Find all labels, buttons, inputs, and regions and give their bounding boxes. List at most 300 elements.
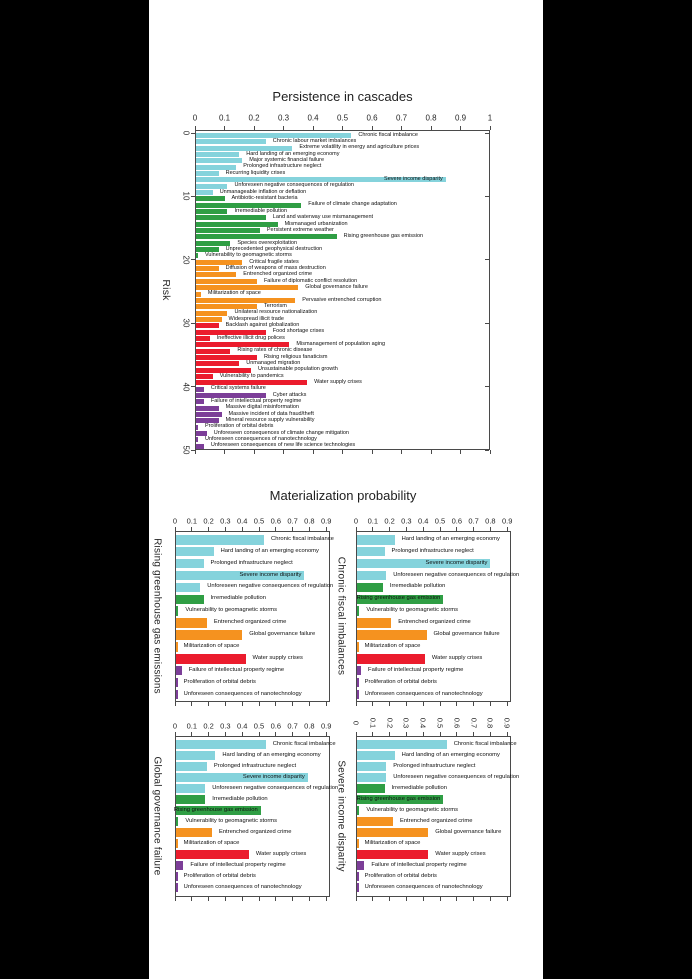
- x-tick-mark: [292, 527, 293, 531]
- x-tick-mark: [225, 897, 226, 901]
- x-tick-mark: [175, 527, 176, 531]
- bar-recurring-liquidity-crises: [196, 171, 219, 176]
- x-tick-mark: [356, 732, 357, 736]
- bar-label-vulnerability-to-geomagnetic-storms: Vulnerability to geomagnetic storms: [204, 252, 292, 259]
- bar-label-proliferation-of-orbital-debris: Proliferation of orbital debris: [204, 423, 274, 430]
- x-tick-mark: [406, 732, 407, 736]
- bar-label-unmanageable-inflation-or-deflation: Unmanageable inflation or deflation: [219, 188, 307, 195]
- bar-label-unprecedented-geophysical-destruction: Unprecedented geophysical destruction: [225, 245, 323, 252]
- bar-label-unmanaged-migration: Unmanaged migration: [246, 359, 301, 366]
- bar-militarization-of-space: [176, 839, 178, 848]
- y-tick-label: 10: [181, 191, 191, 201]
- x-tick-mark: [389, 527, 390, 531]
- panel-ylabel-global-governance-failure: Global governance failure: [151, 756, 163, 876]
- bar-vulnerability-to-geomagnetic-storms: [357, 606, 359, 616]
- x-tick-mark: [473, 527, 474, 531]
- x-tick-mark: [326, 732, 327, 736]
- bar-irremediable-pollution: [357, 784, 385, 793]
- x-tick-label: 0.5: [253, 721, 265, 731]
- x-tick-mark: [423, 732, 424, 736]
- y-tick-mark: [485, 386, 489, 387]
- bar-label-unforeseen-negative-consequences-of-regulation: Unforeseen negative consequences of regulation: [212, 784, 339, 791]
- bar-ineffective-illicit-drug-polices: [196, 336, 210, 341]
- x-tick-label: 0.7: [468, 516, 479, 526]
- bar-label-irremediable-pollution: Irremediable pollution: [212, 795, 268, 802]
- bar-label-chronic-fiscal-imbalance: Chronic fiscal imbalance: [358, 131, 418, 138]
- bar-prolonged-infrastructure-neglect: [357, 762, 386, 771]
- bar-label-militarization-of-space: Militarization of space: [183, 839, 240, 846]
- x-tick-mark: [208, 702, 209, 706]
- x-tick-mark: [372, 527, 373, 531]
- bar-chronic-labour-market-imbalances: [196, 139, 266, 144]
- bar-label-unforeseen-negative-consequences-of-regulation: Unforeseen negative consequences of regulation: [234, 182, 354, 189]
- x-tick-mark: [490, 450, 491, 454]
- x-tick-mark: [406, 702, 407, 706]
- bar-vulnerability-to-geomagnetic-storms: [176, 606, 178, 616]
- bar-label-major-systemic-financial-failure: Major systemic financial failure: [249, 157, 325, 164]
- bar-prolonged-infrastructure-neglect: [357, 547, 385, 557]
- bar-label-irremediable-pollution: Irremediable pollution: [389, 583, 446, 590]
- bar-label-unsustainable-population-growth: Unsustainable population growth: [258, 366, 338, 373]
- x-tick-mark: [440, 897, 441, 901]
- bar-entrenched-organized-crime: [357, 817, 393, 826]
- bar-failure-of-intellectual-property-regime: [196, 399, 204, 404]
- bar-label-recurring-liquidity-crises: Recurring liquidity crises: [225, 169, 286, 176]
- bar-vulnerability-to-pandemics: [196, 374, 213, 379]
- x-tick-mark: [225, 527, 226, 531]
- x-tick-mark: [372, 702, 373, 706]
- x-tick-mark: [460, 450, 461, 454]
- x-tick-mark: [313, 126, 314, 130]
- x-tick-mark: [401, 126, 402, 130]
- bar-irremediable-pollution: [176, 595, 204, 605]
- x-tick-mark: [208, 527, 209, 531]
- x-tick-label: 0.5: [253, 516, 265, 526]
- bar-label-militarization-of-space: Militarization of space: [183, 642, 240, 649]
- bar-label-water-supply-crises: Water supply crises: [314, 379, 362, 385]
- bar-label-chronic-labour-market-imbalances: Chronic labour market imbalances: [272, 138, 357, 145]
- y-tick-mark: [191, 450, 195, 451]
- bar-label-unforeseen-consequences-of-nanotechnology: Unforeseen consequences of nanotechnology: [183, 690, 302, 697]
- x-tick-mark: [283, 126, 284, 130]
- bar-major-systemic-financial-failure: [196, 158, 242, 163]
- x-tick-mark: [254, 450, 255, 454]
- bar-unforeseen-consequences-of-nanotechnology: [176, 883, 178, 892]
- bar-chronic-fiscal-imbalance: [176, 740, 266, 749]
- bar-chronic-fiscal-imbalance: [176, 535, 264, 545]
- x-tick-label: 0.3: [220, 516, 231, 526]
- y-tick-mark: [485, 450, 489, 451]
- top-chart-title: Persistence in cascades: [272, 89, 413, 104]
- bar-label-failure-of-climate-change-adaptation: Failure of climate change adaptation: [308, 201, 397, 208]
- bar-label-vulnerability-to-geomagnetic-storms: Vulnerability to geomagnetic storms: [185, 607, 277, 614]
- bar-label-entrenched-organized-crime: Entrenched organized crime: [218, 828, 292, 835]
- bar-extreme-volatility-in-energy-and-agriculture-prices: [196, 146, 292, 151]
- x-tick-mark: [191, 732, 192, 736]
- bar-label-extreme-volatility-in-energy-and-agriculture-prices: Extreme volatility in energy and agriculture prices: [299, 144, 420, 151]
- bar-label-unforeseen-consequences-of-nanotechnology: Unforeseen consequences of nanotechnology: [364, 690, 483, 697]
- x-tick-mark: [423, 702, 424, 706]
- bar-label-failure-of-intellectual-property-regime: Failure of intellectual property regime: [188, 666, 285, 673]
- x-tick-mark: [431, 126, 432, 130]
- bar-unforeseen-negative-consequences-of-regulation: [357, 773, 386, 782]
- bottom-section-title: Materialization probability: [269, 488, 417, 503]
- bar-food-shortage-crises: [196, 330, 266, 335]
- x-tick-mark: [191, 702, 192, 706]
- x-tick-label: 0.8: [304, 516, 315, 526]
- bar-unforeseen-consequences-of-nanotechnology: [357, 690, 359, 700]
- bar-prolonged-infrastructure-neglect: [196, 165, 236, 170]
- bar-unforeseen-negative-consequences-of-regulation: [176, 784, 205, 793]
- bar-label-mineral-resource-supply-vulnerability: Mineral resource supply vulnerability: [225, 417, 315, 424]
- bar-label-chronic-fiscal-imbalance: Chronic fiscal imbalance: [453, 740, 517, 747]
- bar-unforeseen-consequences-of-nanotechnology: [196, 437, 198, 442]
- x-tick-mark: [473, 897, 474, 901]
- x-tick-mark: [490, 527, 491, 531]
- x-tick-mark: [440, 527, 441, 531]
- x-tick-label: 0.5: [336, 113, 349, 123]
- bar-label-entrenched-organized-crime: Entrenched organized crime: [243, 271, 313, 278]
- x-tick-label: 0.2: [385, 717, 395, 729]
- bar-label-mismanagement-of-population-aging: Mismanagement of population aging: [296, 340, 386, 347]
- bar-label-hard-landing-of-an-emerging-economy: Hard landing of an emerging economy: [246, 150, 340, 157]
- x-tick-mark: [507, 702, 508, 706]
- x-tick-mark: [490, 702, 491, 706]
- bar-water-supply-crises: [357, 850, 428, 859]
- x-tick-label: 0.1: [218, 113, 231, 123]
- x-tick-mark: [490, 732, 491, 736]
- bar-entrenched-organized-crime: [176, 828, 212, 837]
- bar-label-water-supply-crises: Water supply crises: [255, 850, 307, 857]
- x-tick-label: 1: [487, 113, 493, 123]
- bar-entrenched-organized-crime: [196, 272, 236, 277]
- x-tick-mark: [259, 527, 260, 531]
- bar-militarization-of-space: [357, 642, 359, 652]
- y-tick-label: 0: [181, 130, 191, 136]
- bar-label-entrenched-organized-crime: Entrenched organized crime: [213, 619, 287, 626]
- x-tick-mark: [225, 732, 226, 736]
- x-tick-mark: [242, 702, 243, 706]
- bar-proliferation-of-orbital-debris: [196, 425, 198, 430]
- x-tick-label: 0.2: [203, 721, 214, 731]
- bar-label-hard-landing-of-an-emerging-economy: Hard landing of an emerging economy: [220, 547, 319, 554]
- bar-label-unforeseen-consequences-of-nanotechnology: Unforeseen consequences of nanotechnology: [364, 883, 483, 890]
- x-tick-mark: [456, 702, 457, 706]
- x-tick-label: 0.2: [248, 113, 260, 123]
- bar-vulnerability-to-geomagnetic-storms: [196, 253, 198, 258]
- bar-entrenched-organized-crime: [357, 618, 391, 628]
- bar-militarization-of-space: [176, 642, 178, 652]
- bar-label-severe-income-disparity: Severe income disparity: [239, 571, 302, 578]
- y-tick-mark: [485, 133, 489, 134]
- x-tick-label: 0.2: [384, 516, 395, 526]
- bar-proliferation-of-orbital-debris: [176, 678, 178, 688]
- x-tick-mark: [507, 527, 508, 531]
- bar-label-mismanaged-urbanization: Mismanaged urbanization: [284, 220, 348, 227]
- x-tick-mark: [208, 897, 209, 901]
- bar-label-vulnerability-to-geomagnetic-storms: Vulnerability to geomagnetic storms: [366, 806, 458, 813]
- bar-label-rising-greenhouse-gas-emission: Rising greenhouse gas emission: [356, 595, 441, 602]
- bar-rising-greenhouse-gas-emission: [196, 234, 337, 239]
- bar-label-pervasive-entrenched-corruption: Pervasive entrenched corruption: [302, 296, 382, 303]
- bar-label-prolonged-infrastructure-neglect: Prolonged infrastructure neglect: [393, 762, 476, 769]
- bar-label-unilateral-resource-nationalization: Unilateral resource nationalization: [234, 309, 318, 316]
- bar-proliferation-of-orbital-debris: [357, 872, 359, 881]
- bar-militarization-of-space: [196, 292, 201, 297]
- x-tick-mark: [356, 527, 357, 531]
- bar-diffusion-of-weapons-of-mass-destruction: [196, 266, 219, 271]
- x-tick-label: 0.6: [270, 721, 282, 731]
- bar-label-chronic-fiscal-imbalance: Chronic fiscal imbalance: [272, 740, 336, 747]
- bar-label-militarization-of-space: Militarization of space: [364, 839, 421, 846]
- bar-label-militarization-of-space: Militarization of space: [364, 642, 421, 649]
- x-tick-mark: [208, 732, 209, 736]
- x-tick-label: 0.8: [485, 516, 496, 526]
- y-tick-label: 30: [181, 318, 191, 328]
- x-tick-mark: [292, 732, 293, 736]
- bar-water-supply-crises: [176, 850, 249, 859]
- x-tick-mark: [423, 897, 424, 901]
- x-tick-mark: [224, 450, 225, 454]
- bar-land-and-waterway-use-mismanagement: [196, 215, 266, 220]
- x-tick-mark: [309, 527, 310, 531]
- x-tick-label: 0.7: [395, 113, 408, 123]
- bar-hard-landing-of-an-emerging-economy: [357, 751, 395, 760]
- bar-label-persistent-extreme-weather: Persistent extreme weather: [266, 226, 334, 233]
- x-tick-label: 0.9: [320, 721, 332, 731]
- bar-label-rising-greenhouse-gas-emission: Rising greenhouse gas emission: [173, 806, 258, 813]
- bar-label-global-governance-failure: Global governance failure: [435, 828, 502, 835]
- bar-label-unforeseen-negative-consequences-of-regulation: Unforeseen negative consequences of regulation: [393, 773, 520, 780]
- x-tick-label: 0: [192, 113, 198, 123]
- x-tick-label: 0.1: [367, 516, 379, 526]
- bar-label-food-shortage-crises: Food shortage crises: [272, 328, 325, 335]
- bar-label-entrenched-organized-crime: Entrenched organized crime: [398, 619, 471, 626]
- x-tick-mark: [389, 732, 390, 736]
- y-tick-mark: [191, 323, 195, 324]
- x-tick-mark: [456, 897, 457, 901]
- x-tick-label: 0.2: [203, 516, 214, 526]
- panel-ylabel-rising-greenhouse-gas-emissions: Rising greenhouse gas emissions: [151, 538, 163, 694]
- y-tick-mark: [485, 323, 489, 324]
- bar-label-massive-incident-of-data-fraud-theft: Massive incident of data fraud/theft: [228, 410, 314, 417]
- bar-entrenched-organized-crime: [176, 618, 207, 628]
- bar-unsustainable-population-growth: [196, 368, 251, 373]
- bar-label-proliferation-of-orbital-debris: Proliferation of orbital debris: [364, 678, 437, 685]
- bar-label-prolonged-infrastructure-neglect: Prolonged infrastructure neglect: [391, 547, 474, 554]
- x-tick-mark: [242, 897, 243, 901]
- bar-label-diffusion-of-weapons-of-mass-destruction: Diffusion of weapons of mass destruction: [225, 264, 326, 271]
- bar-label-unforeseen-consequences-of-new-life-science-technologies: Unforeseen consequences of new life science technologies: [210, 442, 356, 449]
- bar-label-failure-of-intellectual-property-regime: Failure of intellectual property regime: [210, 398, 302, 405]
- x-tick-label: 0: [172, 721, 178, 731]
- panel-ylabel-severe-income-disparity: Severe income disparity: [335, 760, 347, 872]
- x-tick-mark: [175, 732, 176, 736]
- bar-label-hard-landing-of-an-emerging-economy: Hard landing of an emerging economy: [401, 751, 500, 758]
- bar-failure-of-intellectual-property-regime: [357, 861, 364, 870]
- bar-label-hard-landing-of-an-emerging-economy: Hard landing of an emerging economy: [401, 535, 500, 542]
- bar-label-critical-systems-failure: Critical systems failure: [210, 385, 266, 392]
- figure-canvas: [149, 0, 543, 979]
- bar-label-failure-of-intellectual-property-regime: Failure of intellectual property regime: [190, 861, 286, 868]
- panel-ylabel-chronic-fiscal-imbalances: Chronic fiscal imbalances: [335, 556, 347, 676]
- bar-label-prolonged-infrastructure-neglect: Prolonged infrastructure neglect: [243, 163, 322, 170]
- bar-label-severe-income-disparity: Severe income disparity: [384, 176, 443, 183]
- bar-proliferation-of-orbital-debris: [176, 872, 178, 881]
- x-tick-label: 0: [172, 516, 178, 526]
- bar-label-rising-religious-fanaticism: Rising religious fanaticism: [263, 353, 328, 360]
- bar-unforeseen-consequences-of-new-life-science-technologies: [196, 444, 204, 449]
- x-tick-label: 0.7: [469, 717, 479, 729]
- x-tick-label: 0.5: [435, 717, 445, 729]
- bar-water-supply-crises: [176, 654, 246, 664]
- bar-label-prolonged-infrastructure-neglect: Prolonged infrastructure neglect: [210, 559, 293, 566]
- x-tick-mark: [473, 732, 474, 736]
- x-tick-mark: [372, 126, 373, 130]
- x-tick-mark: [389, 897, 390, 901]
- bar-label-land-and-waterway-use-mismanagement: Land and waterway use mismanagement: [272, 214, 374, 221]
- y-tick-mark: [485, 196, 489, 197]
- x-tick-mark: [275, 732, 276, 736]
- bar-label-failure-of-intellectual-property-regime: Failure of intellectual property regime: [368, 666, 464, 673]
- x-tick-mark: [342, 450, 343, 454]
- bar-label-ineffective-illicit-drug-polices: Ineffective illicit drug polices: [216, 334, 285, 341]
- x-tick-mark: [456, 527, 457, 531]
- x-tick-mark: [389, 702, 390, 706]
- bar-label-severe-income-disparity: Severe income disparity: [242, 773, 305, 780]
- x-tick-mark: [309, 702, 310, 706]
- bar-failure-of-diplomatic-conflict-resolution: [196, 279, 257, 284]
- bar-failure-of-intellectual-property-regime: [176, 861, 183, 870]
- bar-label-proliferation-of-orbital-debris: Proliferation of orbital debris: [183, 678, 256, 685]
- x-tick-mark: [490, 126, 491, 130]
- bar-label-water-supply-crises: Water supply crises: [431, 654, 483, 661]
- plot-frame-p_chronic: [356, 531, 511, 702]
- bar-widespread-illicit-trade: [196, 317, 222, 322]
- x-tick-label: 0.1: [186, 516, 198, 526]
- bar-label-terrorism: Terrorism: [263, 302, 287, 309]
- x-tick-mark: [356, 897, 357, 901]
- bar-label-failure-of-diplomatic-conflict-resolution: Failure of diplomatic conflict resolution: [263, 277, 358, 284]
- x-tick-mark: [242, 527, 243, 531]
- bar-antibiotic-resistant-bacteria: [196, 196, 225, 201]
- x-tick-label: 0.1: [368, 717, 378, 729]
- x-tick-mark: [313, 450, 314, 454]
- x-tick-label: 0.6: [452, 717, 462, 729]
- bar-label-cyber-attacks: Cyber attacks: [272, 391, 307, 398]
- bar-irremediable-pollution: [176, 795, 205, 804]
- x-tick-mark: [275, 897, 276, 901]
- bar-water-supply-crises: [357, 654, 425, 664]
- bar-failure-of-intellectual-property-regime: [357, 666, 361, 676]
- bar-label-rising-rates-of-chronic-disease: Rising rates of chronic disease: [237, 347, 313, 354]
- x-tick-mark: [259, 702, 260, 706]
- bar-unforeseen-negative-consequences-of-regulation: [357, 571, 386, 581]
- bar-hard-landing-of-an-emerging-economy: [357, 535, 395, 545]
- x-tick-mark: [191, 527, 192, 531]
- x-tick-mark: [326, 702, 327, 706]
- bar-label-massive-digital-misinformation: Massive digital misinformation: [225, 404, 299, 411]
- x-tick-mark: [275, 702, 276, 706]
- bar-label-unforeseen-consequences-of-climate-change-mitigation: Unforeseen consequences of climate change mitigation: [213, 429, 349, 436]
- x-tick-label: 0.4: [417, 516, 429, 526]
- bar-label-proliferation-of-orbital-debris: Proliferation of orbital debris: [183, 872, 256, 879]
- x-tick-mark: [372, 897, 373, 901]
- bar-label-backlash-against-globalization: Backlash against globalization: [225, 321, 300, 328]
- bar-militarization-of-space: [357, 839, 359, 848]
- y-tick-mark: [485, 259, 489, 260]
- bar-label-critical-fragile-states: Critical fragile states: [249, 258, 299, 265]
- x-tick-label: 0.3: [220, 721, 231, 731]
- bar-label-water-supply-crises: Water supply crises: [435, 850, 486, 857]
- bar-label-irremediable-pollution: Irremediable pollution: [391, 784, 447, 791]
- bar-label-global-governance-failure: Global governance failure: [305, 283, 368, 290]
- x-tick-label: 0.6: [366, 113, 378, 123]
- bar-unmanaged-migration: [196, 361, 239, 366]
- x-tick-mark: [195, 450, 196, 454]
- bar-label-unforeseen-negative-consequences-of-regulation: Unforeseen negative consequences of regulation: [393, 571, 520, 578]
- y-tick-mark: [191, 196, 195, 197]
- x-tick-mark: [224, 126, 225, 130]
- x-tick-mark: [406, 897, 407, 901]
- x-tick-label: 0.9: [501, 516, 513, 526]
- bar-unforeseen-negative-consequences-of-regulation: [196, 184, 227, 189]
- bar-label-unforeseen-consequences-of-nanotechnology: Unforeseen consequences of nanotechnology: [183, 883, 302, 890]
- x-tick-mark: [431, 450, 432, 454]
- bar-vulnerability-to-geomagnetic-storms: [357, 806, 359, 815]
- y-tick-label: 50: [181, 445, 191, 455]
- x-tick-mark: [175, 897, 176, 901]
- top-chart-ylabel: Risk: [160, 279, 172, 301]
- bar-label-entrenched-organized-crime: Entrenched organized crime: [399, 817, 473, 824]
- x-tick-label: 0.8: [304, 721, 315, 731]
- x-tick-label: 0: [351, 720, 361, 726]
- x-tick-label: 0.9: [502, 717, 512, 729]
- bar-unforeseen-consequences-of-nanotechnology: [176, 690, 178, 700]
- x-tick-mark: [440, 702, 441, 706]
- x-tick-mark: [254, 126, 255, 130]
- x-tick-mark: [309, 897, 310, 901]
- bar-unforeseen-negative-consequences-of-regulation: [176, 583, 200, 593]
- bar-massive-digital-misinformation: [196, 406, 219, 411]
- bar-label-antibiotic-resistant-bacteria: Antibiotic-resistant bacteria: [231, 195, 298, 202]
- bar-failure-of-intellectual-property-regime: [176, 666, 182, 676]
- bar-label-irremediable-pollution: Irremediable pollution: [234, 207, 288, 214]
- bar-rising-rates-of-chronic-disease: [196, 349, 230, 354]
- bar-label-vulnerability-to-pandemics: Vulnerability to pandemics: [219, 372, 284, 379]
- bar-massive-incident-of-data-fraud-theft: [196, 412, 222, 417]
- x-tick-mark: [275, 527, 276, 531]
- bar-critical-systems-failure: [196, 387, 204, 392]
- bar-hard-landing-of-an-emerging-economy: [176, 547, 214, 557]
- bar-hard-landing-of-an-emerging-economy: [176, 751, 215, 760]
- x-tick-mark: [175, 702, 176, 706]
- bar-unilateral-resource-nationalization: [196, 311, 227, 316]
- bar-label-unforeseen-consequences-of-nanotechnology: Unforeseen consequences of nanotechnology: [204, 436, 317, 443]
- bar-label-militarization-of-space: Militarization of space: [207, 290, 261, 297]
- bar-unmanageable-inflation-or-deflation: [196, 190, 213, 195]
- x-tick-mark: [326, 897, 327, 901]
- y-tick-mark: [191, 133, 195, 134]
- bar-prolonged-infrastructure-neglect: [176, 559, 204, 569]
- x-tick-label: 0.9: [320, 516, 332, 526]
- x-tick-label: 0.4: [418, 717, 428, 729]
- x-tick-mark: [283, 450, 284, 454]
- x-tick-label: 0.3: [401, 717, 411, 729]
- x-tick-mark: [372, 732, 373, 736]
- x-tick-mark: [225, 702, 226, 706]
- bar-hard-landing-of-an-emerging-economy: [196, 152, 239, 157]
